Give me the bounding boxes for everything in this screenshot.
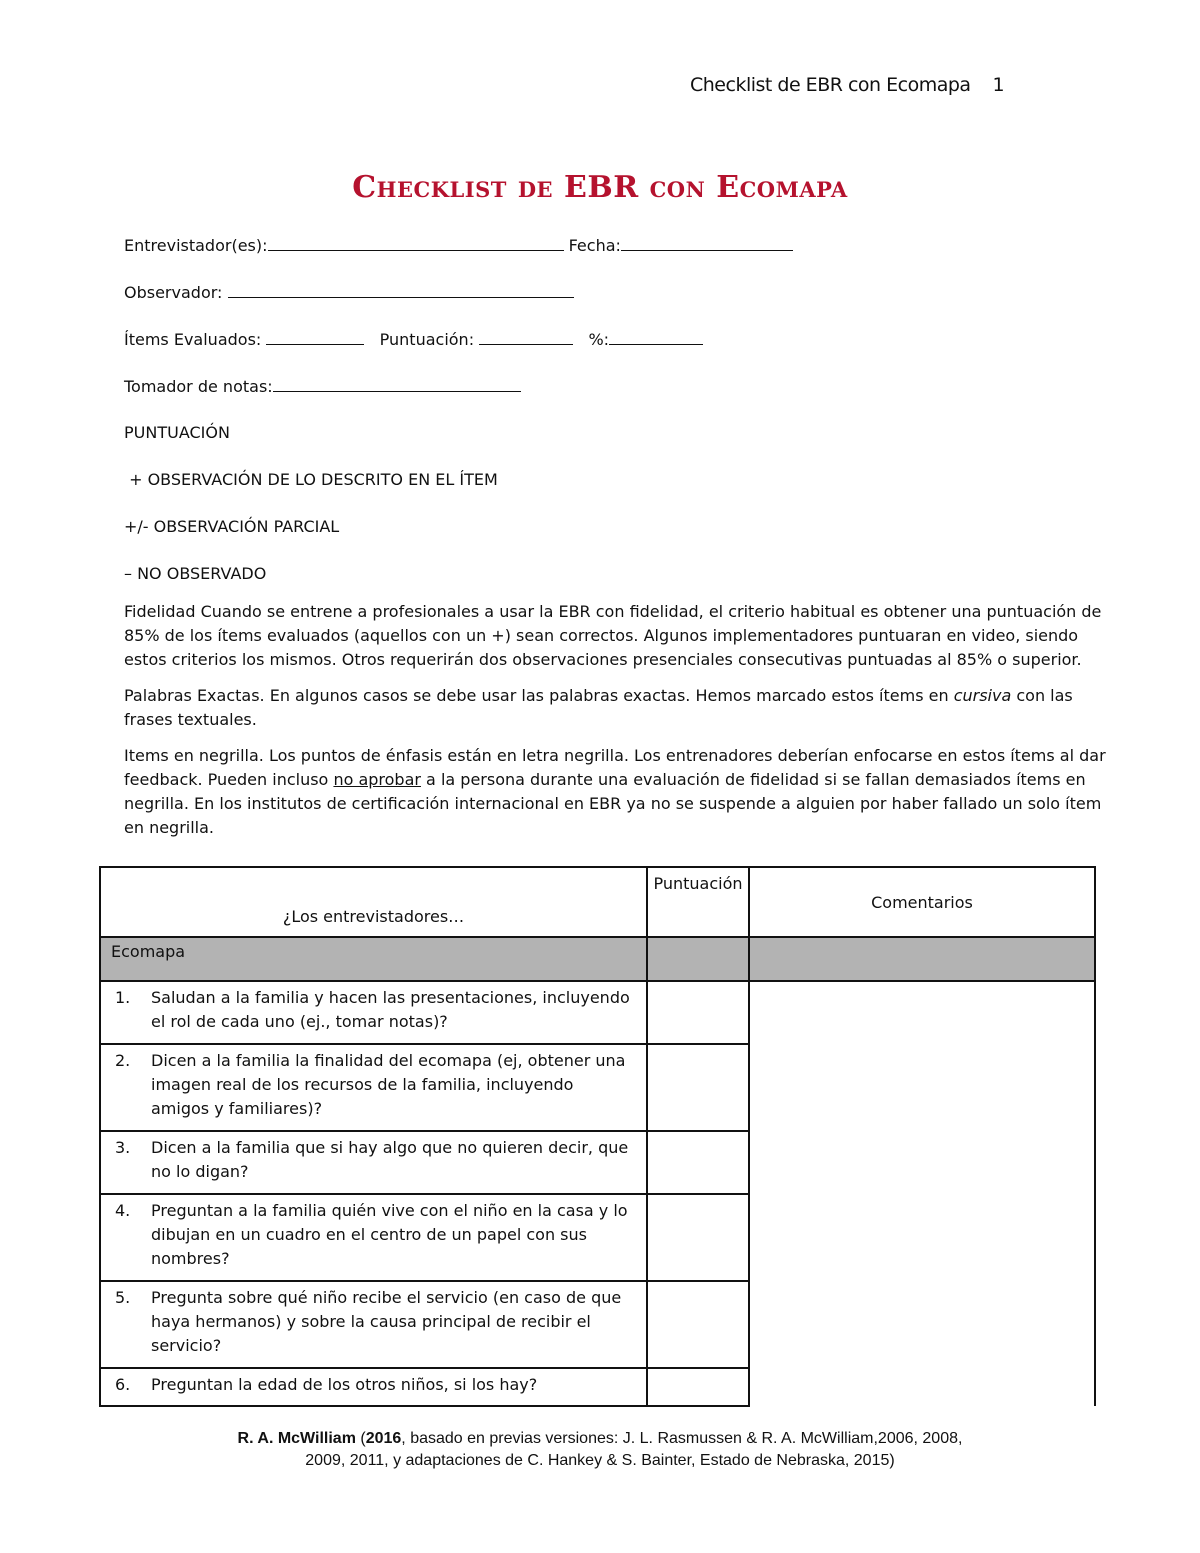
exact-words-text-end: con las frases textuales. (124, 686, 1073, 729)
citation-year: 2016 (365, 1430, 402, 1447)
item-text: Dicen a la familia que si hay algo que no quieren decir, que no lo digan? (151, 1138, 629, 1181)
item-score-cell[interactable] (647, 1368, 749, 1406)
item-question-cell (100, 1044, 647, 1131)
form-fields (124, 232, 1104, 608)
notetaker-field[interactable] (273, 373, 521, 392)
column-header-comments: Comentarios (749, 867, 1095, 937)
date-label: Fecha: (568, 236, 621, 255)
score-field[interactable] (479, 326, 573, 345)
page-number: 1 (992, 74, 1005, 96)
checklist-table (99, 866, 1096, 1407)
item-text: Pregunta sobre qué niño recibe el servicio (en caso de que haya hermanos) y sobre la causa principal de recibir el servicio? (151, 1288, 622, 1355)
scoring-plus (124, 467, 1104, 514)
exact-words-paragraph (124, 684, 1109, 732)
item-number: 2. (115, 1051, 131, 1070)
section-label: Ecomapa (100, 937, 647, 981)
item-question-cell (100, 981, 647, 1044)
item-question-cell (100, 1281, 647, 1368)
scoring-heading: PUNTUACIÓN (124, 423, 230, 442)
table-header-row (100, 867, 1095, 937)
observer-field[interactable] (228, 279, 574, 298)
item-text: Saludan a la familia y hacen las presentaciones, incluyendo el rol de cada uno (ej., tomar notas)? (151, 988, 630, 1031)
scoring-minus: – NO OBSERVADO (124, 564, 267, 583)
citation-line-2: 2009, 2011, y adaptaciones de C. Hankey & S. Bainter, Estado de Nebraska, 2015) (305, 1452, 895, 1469)
item-score-cell[interactable] (647, 1131, 749, 1194)
fidelity-paragraph: Fidelidad Cuando se entrene a profesionales a usar la EBR con fidelidad, el criterio habitual es obtener una puntuación de 85% de los ítems evaluados (aquellos con un +) sean correctos. Algunos implementadores puntuaran en video, siendo estos criterios los mismos. Otros requerirán dos observaciones presenciales consecutivas puntuadas al 85% o superior. (124, 602, 1102, 669)
item-number: 5. (115, 1288, 131, 1307)
item-text: Preguntan la edad de los otros niños, si los hay? (151, 1375, 538, 1394)
column-header-question: ¿Los entrevistadores… (100, 867, 647, 937)
section-comment-cell (749, 937, 1095, 981)
items-score-line (124, 326, 1104, 373)
running-title: Checklist de EBR con Ecomapa (690, 74, 971, 96)
section-row (100, 937, 1095, 981)
item-text: Preguntan a la familia quién vive con el niño en la casa y lo dibujan en un cuadro en el centro de un papel con sus nombres? (151, 1201, 628, 1268)
interviewer-field[interactable] (268, 232, 564, 251)
observer-line (124, 279, 1104, 326)
bold-items-text: Items en negrilla. Los puntos de énfasis están en letra negrilla. Los entrenadores deberían enfocarse en estos ítems al dar feedback. Pueden incluso (124, 746, 1106, 789)
document-title: Checklist de EBR con Ecomapa (352, 170, 848, 205)
citation-text: , basado en previas versiones: J. L. Rasmussen & R. A. McWilliam,2006, 2008, (401, 1430, 963, 1447)
item-number: 6. (115, 1375, 131, 1394)
item-score-cell[interactable] (647, 981, 749, 1044)
table-row (100, 981, 1095, 1044)
item-number: 4. (115, 1201, 131, 1220)
column-header-score-text: Puntuación (653, 874, 743, 893)
bold-items-underline: no aprobar (333, 770, 421, 789)
interviewer-line (124, 232, 1104, 279)
items-evaluated-label: Ítems Evaluados: (124, 330, 262, 349)
item-question-cell (100, 1131, 647, 1194)
items-evaluated-field[interactable] (266, 326, 364, 345)
item-text: Dicen a la familia la finalidad del ecomapa (ej, obtener una imagen real de los recursos de la familia, incluyendo amigos y familiares)? (151, 1051, 626, 1118)
item-score-cell[interactable] (647, 1281, 749, 1368)
item-question-cell (100, 1194, 647, 1281)
observer-label: Observador: (124, 283, 223, 302)
item-question-cell (100, 1368, 647, 1406)
score-label: Puntuación: (379, 330, 475, 349)
column-header-score (647, 867, 749, 937)
item-number: 1. (115, 988, 131, 1007)
bold-items-paragraph (124, 744, 1109, 840)
exact-words-text: Palabras Exactas. En algunos casos se debe usar las palabras exactas. Hemos marcado estos ítems en (124, 686, 954, 705)
running-header (690, 74, 1004, 96)
percent-field[interactable] (609, 326, 703, 345)
notetaker-line (124, 373, 1104, 420)
citation-author: R. A. McWilliam (237, 1430, 356, 1447)
comments-cell[interactable] (749, 981, 1095, 1406)
exact-words-italic: cursiva (953, 686, 1012, 705)
scoring-partial: +/- OBSERVACIÓN PARCIAL (124, 517, 340, 536)
interviewer-label: Entrevistador(es): (124, 236, 268, 255)
scoring-plus-text: + OBSERVACIÓN DE LO DESCRITO EN EL ÍTEM (129, 470, 498, 489)
section-score-cell (647, 937, 749, 981)
item-score-cell[interactable] (647, 1044, 749, 1131)
item-score-cell[interactable] (647, 1194, 749, 1281)
citation-footer (0, 1428, 1200, 1472)
bold-items-text-end: a la persona durante una evaluación de fidelidad si se fallan demasiados ítems en negrilla. En los institutos de certificación internacional en EBR ya no se suspende a alguien por haber fallado un solo ítem en negrilla. (124, 770, 1102, 837)
date-field[interactable] (621, 232, 793, 251)
notetaker-label: Tomador de notas: (124, 377, 273, 396)
percent-label: %: (588, 330, 610, 349)
item-number: 3. (115, 1138, 131, 1157)
citation-line-1: R. A. McWilliam (2016, basado en previas versiones: J. L. Rasmussen & R. A. McWilliam,2006, 2008, (237, 1430, 963, 1447)
